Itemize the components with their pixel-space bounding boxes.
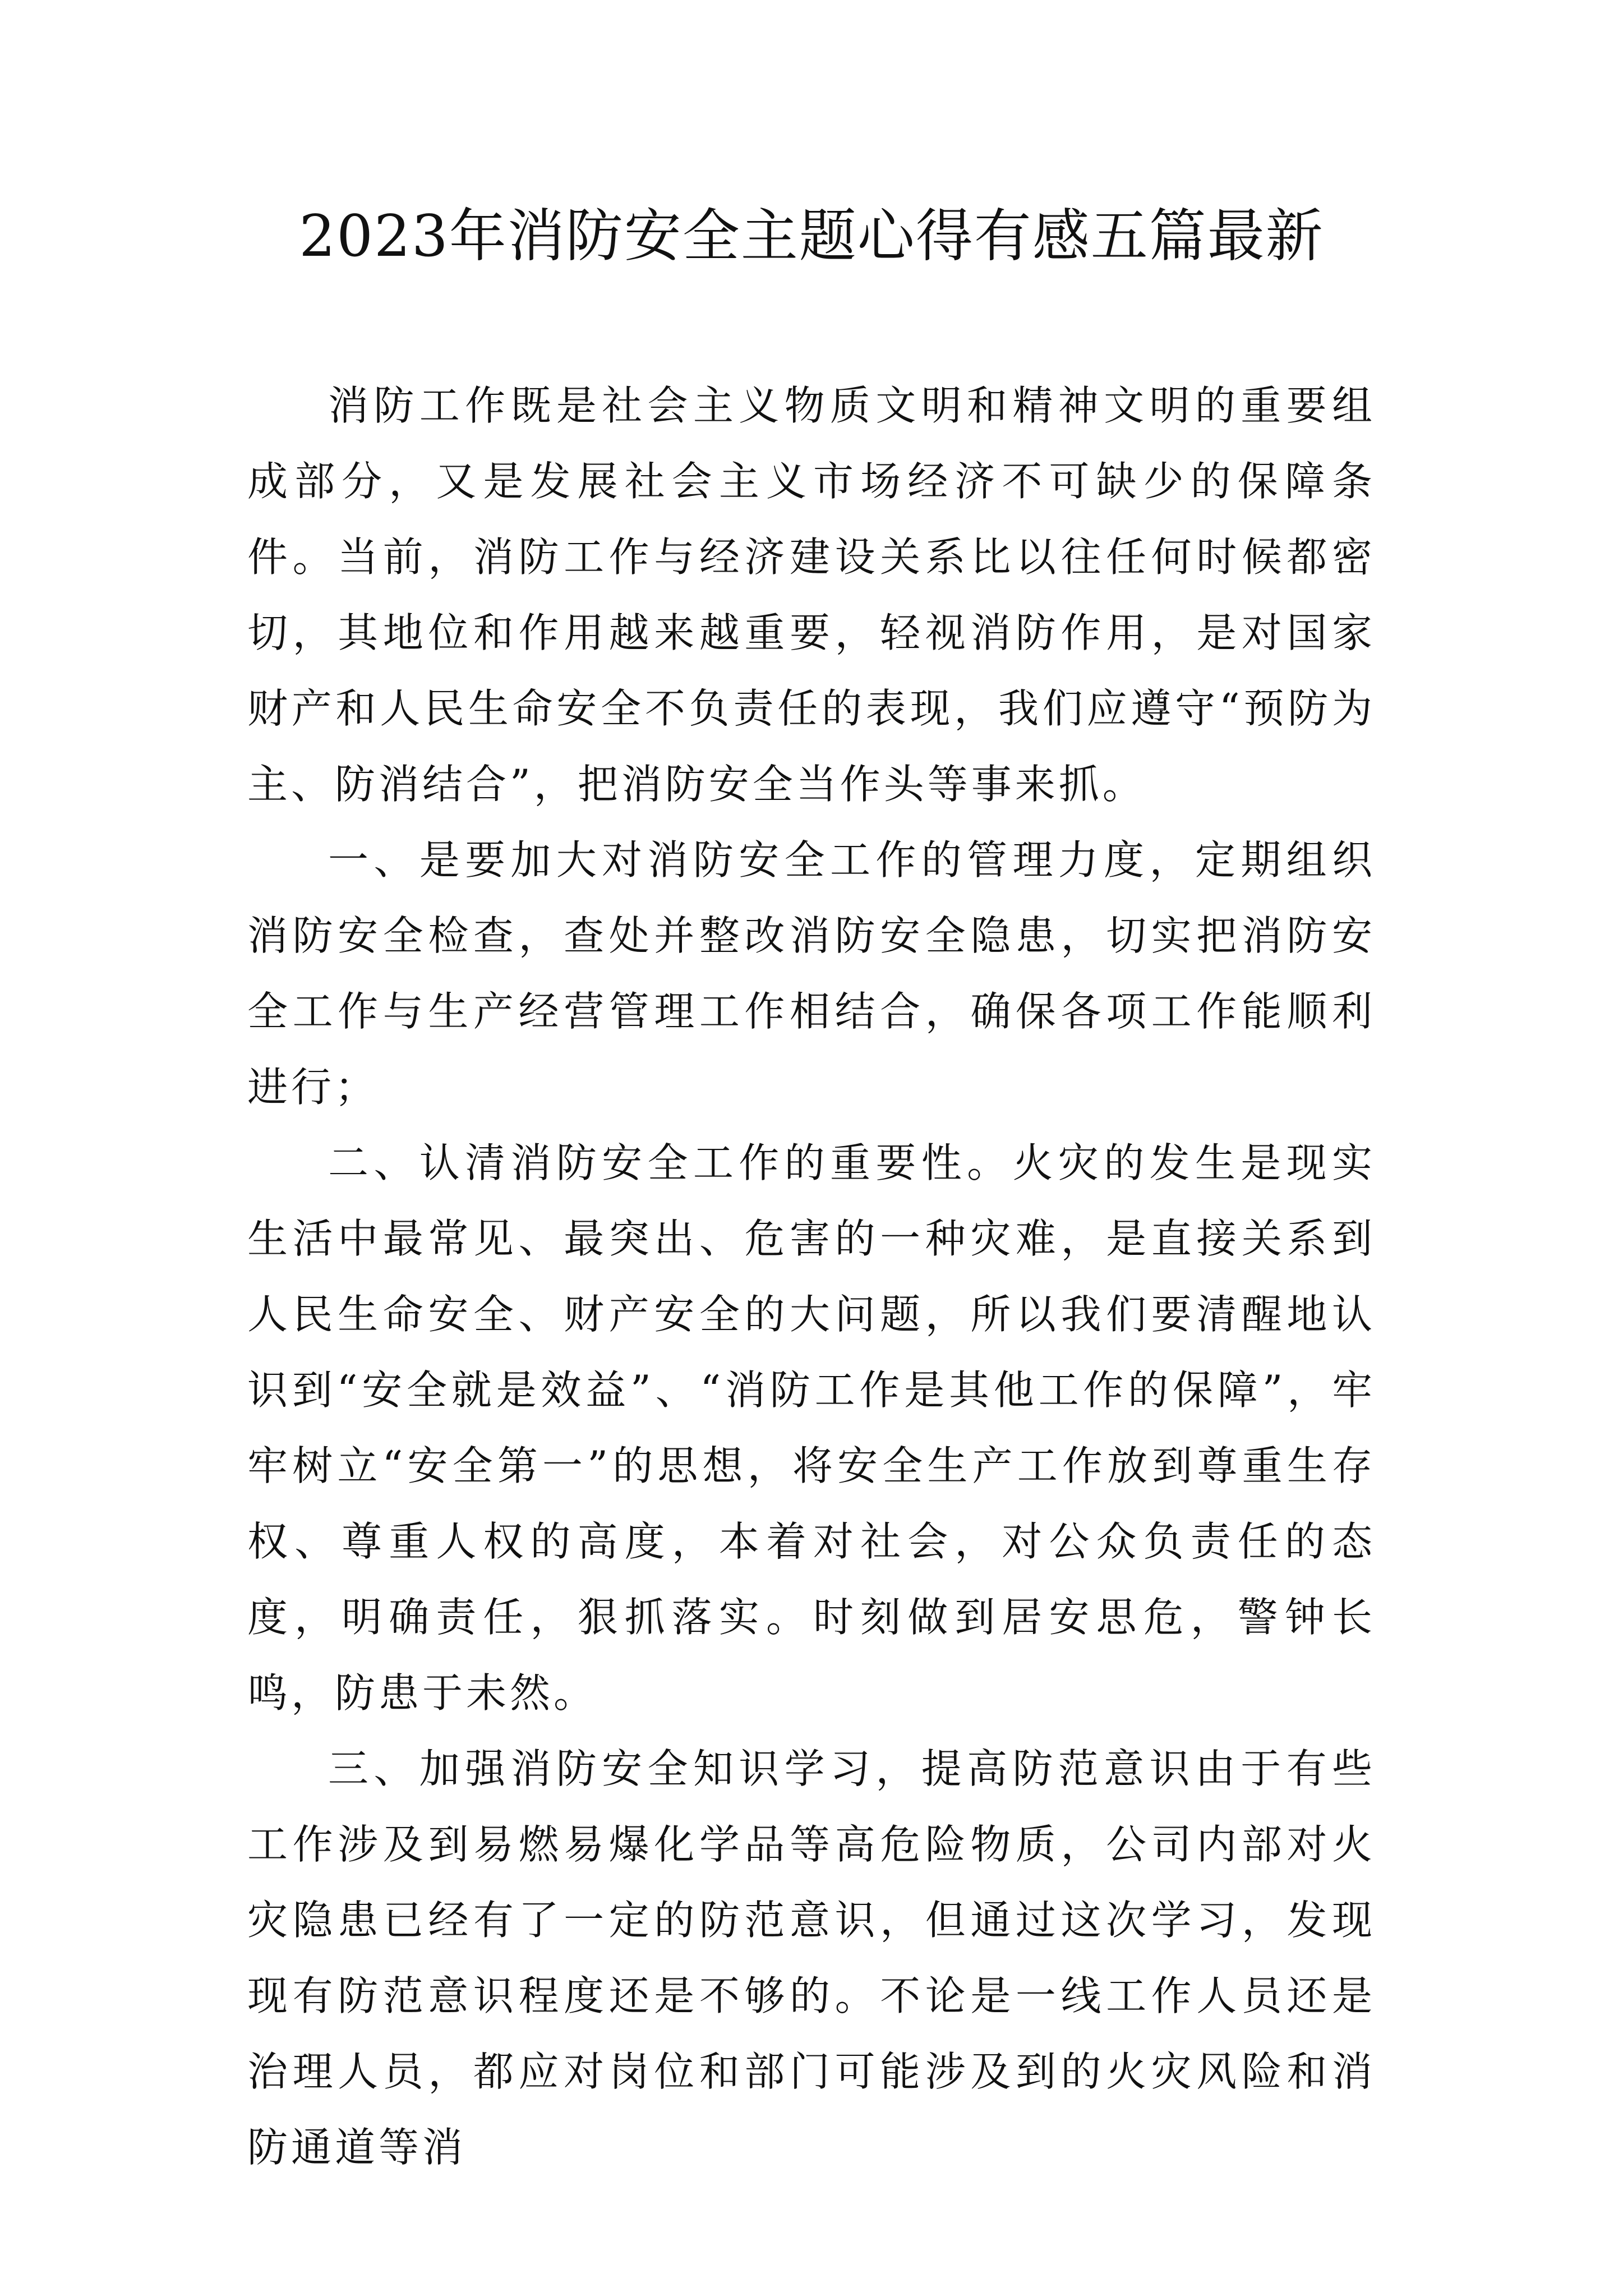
- document-title: 2023年消防安全主题心得有感五篇最新: [299, 203, 1324, 270]
- paragraph-point-3: 三、加强消防安全知识学习，提高防范意识由于有些工作涉及到易燃易爆化学品等高危险物质，公司内部对火灾隐患已经有了一定的防范意识，但通过这次学习，发现现有防范意识程度还是不够的。不论是一线工作人员还是治理人员，都应对岗位和部门可能涉及到的火灾风险和消防通道等消: [247, 1745, 1376, 2171]
- paragraph-point-1: 一、是要加大对消防安全工作的管理力度，定期组织消防安全检查，查处并整改消防安全隐患，切实把消防安全工作与生产经营管理工作相结合，确保各项工作能顺利进行；: [247, 836, 1376, 1111]
- paragraph-intro: 消防工作既是社会主义物质文明和精神文明的重要组成部分，又是发展社会主义市场经济不可缺少的保障条件。当前，消防工作与经济建设关系比以往任何时候都密切，其地位和作用越来越重要，轻视消防作用，是对国家财产和人民生命安全不负责任的表现，我们应遵守“预防为主、防消结合”，把消防安全当作头等事来抓。: [247, 382, 1376, 808]
- paragraph-point-2: 二、认清消防安全工作的重要性。火灾的发生是现实生活中最常见、最突出、危害的一种灾难，是直接关系到人民生命安全、财产安全的大问题，所以我们要清醒地认识到“安全就是效益”、“消防工作是其他工作的保障”，牢牢树立“安全第一”的思想，将安全生产工作放到尊重生存权、尊重人权的高度，本着对社会，对公众负责任的态度，明确责任，狠抓落实。时刻做到居安思危，警钟长鸣，防患于未然。: [247, 1139, 1376, 1717]
- document-body: [247, 368, 1376, 2185]
